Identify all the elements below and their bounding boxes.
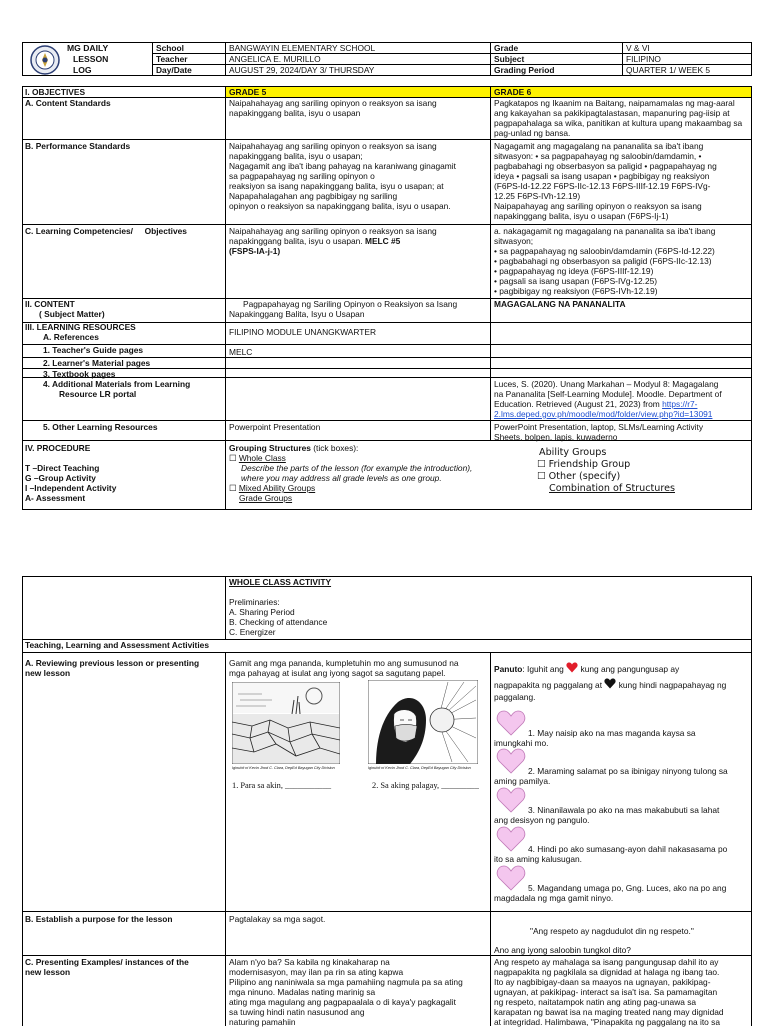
img1-credit: Iginuhit ni Kevin Jhod C. Clara, DepEd Bayugan City Division	[232, 766, 335, 770]
mask-illustration	[368, 680, 478, 764]
content-standards-label: A. Content Standards	[25, 98, 111, 108]
resources-label: III. LEARNING RESOURCES A. References	[25, 322, 136, 342]
black-heart-icon	[604, 678, 616, 689]
examples-g5: Alam n'yo ba? Sa kabila ng kinakaharap na modernisasyon, may ilan pa rin sa ating kapwa Pilipino ang naniniwala sa mga pamahiing nagmula pa sa ating mga ninuno. Madalas nating marinig sa ating mga magulang ang pagpapaalala o di kaya'y pagkagalit sa tuwing hindi natin nasusunod ang naturing pamahiin	[229, 957, 463, 1027]
performance-standards-label: B. Performance Standards	[25, 141, 131, 151]
grade5-heading: GRADE 5	[229, 87, 267, 97]
teacher-label: Teacher	[156, 54, 188, 64]
purpose-label: B. Establish a purpose for the lesson	[25, 914, 173, 924]
examples-label: C. Presenting Examples/ instances of the new lesson	[25, 957, 189, 977]
item-5: 5. Magandang umaga po, Gng. Luces, ako na po ang magdadala ng mga gamit ninyo.	[494, 883, 727, 903]
tla-heading: Teaching, Learning and Assessment Activities	[25, 640, 209, 650]
activities-table	[22, 576, 752, 1026]
other-resources-g6: PowerPoint Presentation, laptop, SLMs/Learning Activity Sheets, bolpen, lapis, kuwaderno	[494, 422, 704, 442]
item-4: 4. Hindi po ako sumasang-ayon dahil nakasasama po ito sa aming kalusugan.	[494, 844, 728, 864]
header-table	[22, 42, 752, 76]
subject-label: Subject	[494, 54, 525, 64]
additional-materials-g6: Luces, S. (2020). Unang Markahan – Modyul 8: Magagalang na Pananalita [Self-Learning Module]. Moodle. Department of Education. Retrieved (August 21, 2023) from https://r7- 2.lms.deped.gov.ph/moodle/mod/folder/view.php?id=13091	[494, 379, 750, 419]
grade-value: V & VI	[626, 43, 650, 53]
objectives-table	[22, 86, 752, 510]
item-2: 2. Maraming salamat po sa ibinigay ninyong tulong sa aming pamilya.	[494, 766, 728, 786]
mixed-ability-checkbox[interactable]: ☐	[229, 483, 237, 493]
teachers-guide-label: 1. Teacher's Guide pages	[43, 345, 144, 355]
grouping-structures: Grouping Structures (tick boxes): ☐ Whole Class Describe the parts of the lesson (for example the introduction), where you may address all grade levels as one group. ☐ Mixed Ability Groups Grade Groups	[229, 443, 473, 503]
purpose-quote: "Ang respeto ay nagdudulot din ng respeto."	[530, 926, 694, 936]
grading-label: Grading Period	[494, 65, 555, 75]
objectives-heading: I. OBJECTIVES	[25, 87, 86, 97]
grading-value: QUARTER 1/ WEEK 5	[626, 65, 711, 75]
school-value: BANGWAYIN ELEMENTARY SCHOOL	[229, 43, 376, 53]
learners-material-label: 2. Learner's Material pages	[43, 358, 151, 368]
review-label: A. Reviewing previous lesson or presenting new lesson	[25, 658, 200, 678]
item-1: 1. May naisip ako na mas maganda kaysa sa imungkahi mo.	[494, 728, 696, 748]
performance-standards-g6: Nagagamit ang magagalang na pananalita sa iba't ibang sitwasyon: • sa pagpapahayag ng saloobin/damdamin, • pagbabahagi ng obserbasyon sa paligid • pagpapahayag ng ideya • pagsali sa isang usapan • pagbibigay ng reaksiyon (F6PS-Id-12.22 F6PS-IIc-12.13 F6PS-IIIf-12.19 F6PS-IVg- 12.25 F6PS-IVh-12.19) Naipapahayag ang sariling opinyon o reaksyon sa isang napakinggang balita, isyu o usapan (F6PS-Ij-1)	[494, 141, 717, 221]
content-standards-g6: Pagkatapos ng Ikaanim na Baitang, naipamamalas ng mag-aaral ang kakayahan sa pakikipagtalastasan, mapanuring pag-iisip at pagpapahalaga sa wika, panitikan at kultura upang makaambag sa pag-unlad ng bansa.	[494, 98, 743, 138]
red-heart-icon	[566, 662, 578, 673]
content-label: II. CONTENT ( Subject Matter)	[25, 299, 105, 319]
whole-class-checkbox[interactable]: ☐	[229, 453, 237, 463]
module-link-cont[interactable]: 2.lms.deped.gov.ph/moodle/mod/folder/view.php?id=13091	[494, 409, 713, 419]
competencies-g5: Naipahahayag ang sariling opinyon o reaksyon sa isang napakinggang balita, isyu o usapan. MELC #5 (FSPS-IA-j-1)	[229, 226, 437, 256]
content-g6: MAGAGALANG NA PANANALITA	[494, 299, 626, 309]
melc-value: MELC	[229, 347, 253, 357]
school-label: School	[156, 43, 184, 53]
examples-g6: Ang respeto ay mahalaga sa isang pangungusap dahil ito ay nagpapakita ng pagkilala sa dignidad at halaga ng ibang tao. Ito ay nagbibigay-daan sa maayos na ugnayan, pakikipag- ugnayan, at pakikipag- interact sa isa't isa. Sa pamamagitan ng respeto, naitatampok natin ang ating pag-unawa sa karapatan ng bawat isa na maging treated nang may dignidad at integridad. Halimbawa, "Pinapakita ng paggalang na ito sa	[494, 957, 724, 1027]
purpose-g5: Pagtalakay sa mga sagot.	[229, 914, 326, 924]
preliminaries: Preliminaries: A. Sharing Period B. Checking of attendance C. Energizer	[229, 597, 328, 637]
friendship-checkbox[interactable]: ☐	[537, 459, 546, 470]
teacher-value: ANGELICA E. MURILLO	[229, 54, 321, 64]
additional-materials-label: 4. Additional Materials from Learning Resource LR portal	[43, 379, 191, 399]
performance-standards-g5: Naipahahayag ang sariling opinyon o reaksyon sa isang napakinggang balita, isyu o usapan; Nagagamit ang iba't ibang pahayag na karaniwang ginagamit sa pagpapahayag ng sariling opinyon o reaksiyon sa isang napakinggang balita, isyu o usapan; at Napapahalagahan ang pagbibigay ng sariling opinyon o reaksiyon sa napakinggang balita, isyu o usapan.	[229, 141, 456, 211]
item-3: 3. Ninanilawala po ako na mas makabubuti sa lahat ang desisyon ng pangulo.	[494, 805, 720, 825]
grouping-structures-right: Ability Groups ☐ Friendship Group ☐ Other (specify) Combination of Structures	[537, 447, 675, 494]
module-link[interactable]: https://r7-	[662, 399, 698, 409]
date-label: Day/Date	[156, 65, 192, 75]
log-title: MG DAILY LESSON LOG	[67, 43, 109, 75]
other-checkbox[interactable]: ☐	[537, 471, 546, 482]
grade6-heading: GRADE 6	[494, 87, 532, 97]
drought-illustration	[232, 682, 340, 764]
subject-value: FILIPINO	[626, 54, 661, 64]
content-standards-g5: Naipahahayag ang sariling opinyon o reaksyon sa isang napakinggang balita, isyu o usapan	[229, 98, 437, 118]
other-resources-g5: Powerpoint Presentation	[229, 422, 321, 432]
textbook-label: 3. Textbook pages	[43, 369, 116, 379]
img2-credit: Iginuhit ni Kevin Jhod C. Clara, DepEd Bayugan City Division	[368, 766, 471, 770]
module-value: FILIPINO MODULE UNANGKWARTER	[229, 327, 377, 337]
procedure-label: IV. PROCEDURE T –Direct Teaching G –Group Activity I –Independent Activity A- Assessment	[25, 443, 117, 503]
whole-class-activity-title: WHOLE CLASS ACTIVITY	[229, 577, 332, 587]
grade-label: Grade	[494, 43, 519, 53]
caption-2: 2. Sa aking palagay, _________	[372, 781, 479, 790]
date-value: AUGUST 29, 2024/DAY 3/ THURSDAY	[229, 65, 375, 75]
content-g5: Pagpapahayag ng Sariling Opinyon o Reaksiyon sa Isang Napakinggang Balita, Isyu o Usapan	[229, 299, 458, 319]
competencies-g6: a. nakagagamit ng magagalang na pananalita sa iba't ibang sitwasyon; • sa pagpapahayag ng saloobin/damdamin (F6PS-Id-12.22) • pagbabahagi ng obserbasyon sa paligid (F6PS-IIc-12.13) • pagpapahayag ng ideya (F6PS-IIIf-12.19) • pagsali sa isang usapan (F6PS-IVg-12.25) • pagbibigay ng reaksiyon (F6PS-IVh-12.19)	[494, 226, 716, 296]
review-g5-instructions: Gamit ang mga pananda, kumpletuhin mo ang sumusunod na mga pahayag at isulat ang iyong sagot sa sagutang papel.	[229, 658, 459, 678]
competencies-label: C. Learning Competencies/ Objectives	[25, 226, 187, 236]
caption-1: 1. Para sa akin, ___________	[232, 781, 332, 790]
panuto-block: Panuto: Iguhit ang kung ang pangungusap ay nagpapakita ng paggalang at kung hindi nagpapahayag ng paggalang.	[494, 664, 727, 702]
purpose-question: Ano ang iyong saloobin tungkol dito?	[494, 945, 631, 955]
other-resources-label: 5. Other Learning Resources	[43, 422, 158, 432]
deped-seal-icon	[30, 45, 60, 75]
